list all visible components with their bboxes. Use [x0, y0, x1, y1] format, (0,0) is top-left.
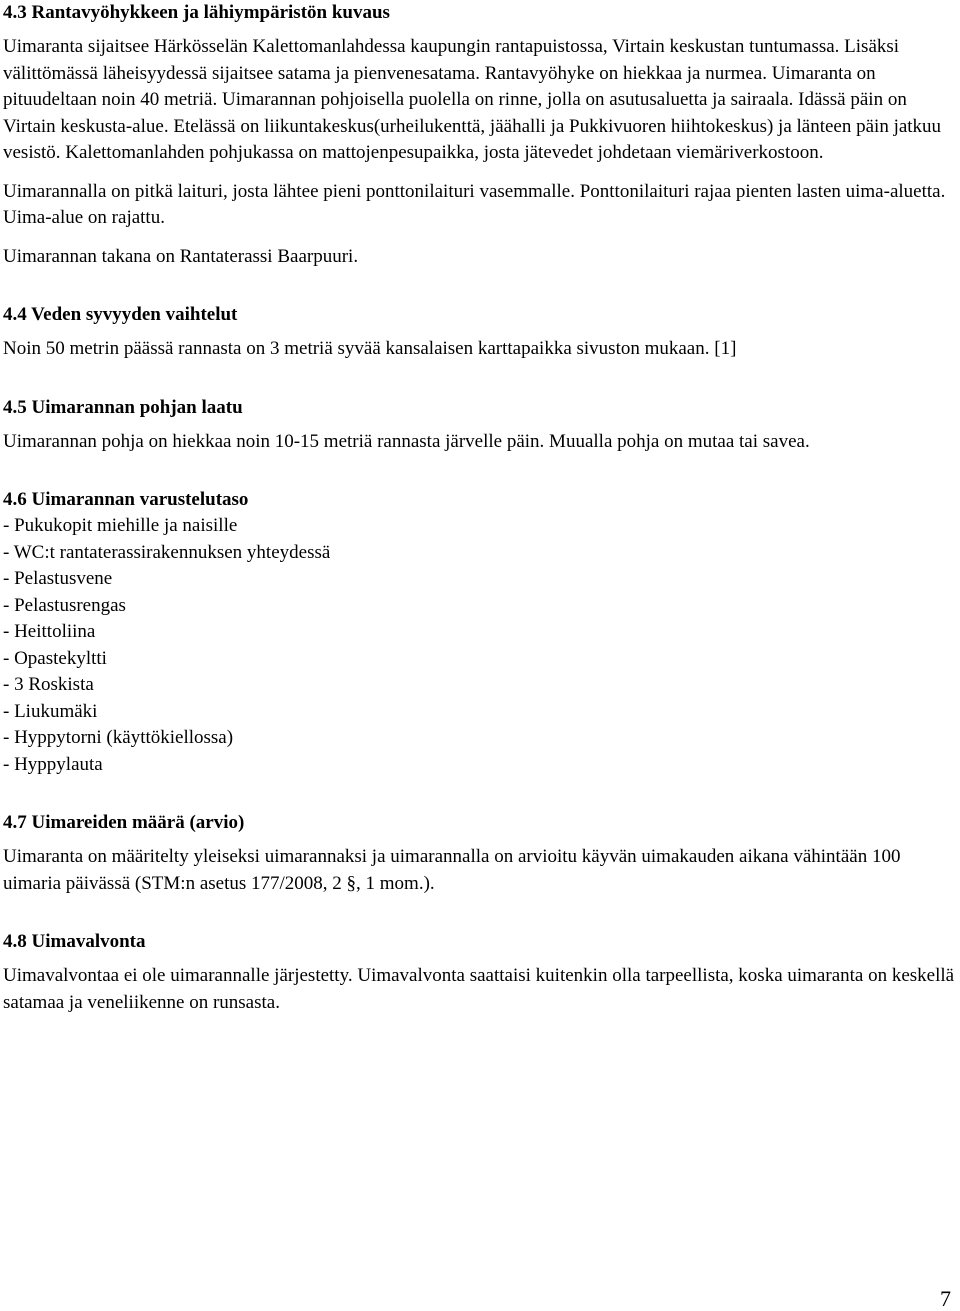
- document-page: [3, 0, 958, 1016]
- section-heading: 4.4 Veden syvyyden vaihtelut: [3, 304, 238, 325]
- paragraph: Uimaranta on määritelty yleiseksi uimarannaksi ja uimarannalla on arvioitu käyvän uimakauden aikana vähintään 100 uimaria päivässä (STM:n asetus 177/2008, 2 §, 1 mom.).: [3, 846, 901, 894]
- list-item: - Opastekyltti: [3, 647, 107, 669]
- section-4-4: [3, 302, 958, 363]
- section-4-3: [3, 0, 958, 270]
- section-4-8: [3, 929, 958, 1016]
- section-heading: 4.6 Uimarannan varustelutaso: [3, 489, 249, 510]
- list-item: - Pukukopit miehille ja naisille: [3, 515, 238, 536]
- list-item: - WC:t rantaterassirakennuksen yhteydessä: [3, 541, 331, 563]
- paragraph: Uimarannalla on pitkä laituri, josta lähtee pieni ponttonilaituri vasemmalle. Ponttonilaituri rajaa pienten lasten uima-aluetta. Uima-alue on rajattu.: [3, 180, 946, 228]
- paragraph: Uimaranta sijaitsee Härkösselän Kalettomanlahdessa kaupungin rantapuistossa, Virtain keskustan tuntumassa. Lisäksi välittömässä läheisyydessä sijaitsee satama ja pienvenesatama. Rantavyöhyke on hiekkaa ja nurmea. Uimaranta on pituudeltaan noin 40 metriä. Uimarannan pohjoisella puolella on rinne, jolla on asutusaluetta ja sairaala. Idässä päin on Virtain keskusta-alue. Etelässä on liikuntakeskus(urheilukenttä, jäähalli ja Pukkivuoren hiihtokeskus) ja länteen päin jatkuu vesistö. Kalettomanlahden pohjukassa on mattojenpesupaikka, josta jätevedet johdetaan viemäriverkostoon.: [3, 36, 942, 163]
- section-heading: 4.3 Rantavyöhykkeen ja lähiympäristön kuvaus: [3, 2, 390, 23]
- paragraph: Noin 50 metrin päässä rannasta on 3 metriä syvää kansalaisen karttapaikka sivuston mukaan. [1]: [3, 338, 737, 359]
- section-heading: 4.8 Uimavalvonta: [3, 931, 146, 952]
- list-item: - Pelastusrengas: [3, 594, 126, 616]
- section-heading: 4.5 Uimarannan pohjan laatu: [3, 396, 243, 418]
- list-item: - Hyppytorni (käyttökiellossa): [3, 727, 234, 748]
- section-4-7: [3, 810, 958, 897]
- paragraph: Uimarannan takana on Rantaterassi Baarpuuri.: [3, 245, 359, 267]
- list-item: - Pelastusvene: [3, 568, 113, 589]
- section-4-5: [3, 395, 958, 456]
- page-number: 7: [940, 1286, 951, 1311]
- section-4-6: [3, 487, 958, 778]
- list-item: - 3 Roskista: [3, 674, 94, 695]
- section-heading: 4.7 Uimareiden määrä (arvio): [3, 812, 245, 833]
- list-item: - Hyppylauta: [3, 753, 103, 775]
- list-item: - Heittoliina: [3, 621, 96, 642]
- paragraph: Uimavalvontaa ei ole uimarannalle järjestetty. Uimavalvonta saattaisi kuitenkin olla tarpeellista, koska uimaranta on keskellä satamaa ja veneliikenne on runsasta.: [3, 965, 955, 1013]
- paragraph: Uimarannan pohja on hiekkaa noin 10-15 metriä rannasta järvelle päin. Muualla pohja on mutaa tai savea.: [3, 430, 810, 452]
- list-item: - Liukumäki: [3, 700, 98, 722]
- equipment-list: [3, 513, 958, 778]
